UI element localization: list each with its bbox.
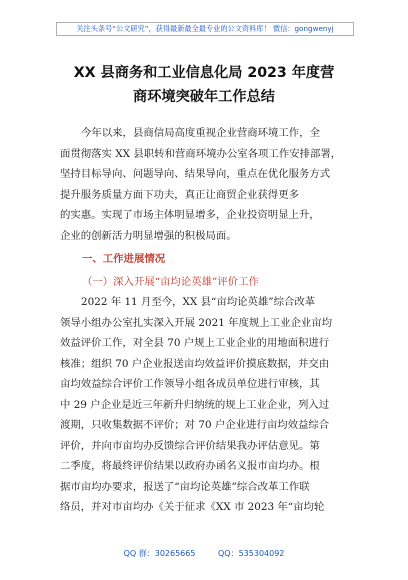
text-line: 中 29 户企业是近三年新升归纳统的规上工业企业，列入过 [60,398,330,411]
text-line: 渡期，只收集数据不评价；对 70 户企业进行亩均效益综合 [60,419,330,431]
header-banner: 关注头条号“公文研究”，获得最新最全最专业的公文资料库！ 微信：gongwenyj [56,22,354,36]
text-line: 效益评价工作，对全县 70 户规上工业企业的用地面积进行 [60,337,330,349]
text-line: 核准；组织 70 户企业报送亩均效益评价摸底数据，并交由 [60,357,330,370]
body-paragraph [60,292,360,518]
text-line: 今年以来，县商信局高度重视企业营商环境工作，全 [81,127,320,139]
footer-contact [0,548,408,559]
subsection-heading: （一）深入开展“亩均论英雄”评价工作 [82,276,259,288]
text-line: 企业的创新活力明显增强的积极局面。 [60,229,237,242]
document-title-line-2: 商环境突破年工作总结 [133,89,275,105]
text-line: 亩均效益综合评价工作领导小组各成员单位进行审核，其 [60,378,320,390]
text-line: 2022 年 11 月至今，XX 县“亩均论英雄”综合改革 [81,296,316,308]
text-line: 坚持目标导向、问题导向、结果导向，重点在优化服务方式 [60,168,331,180]
document-title-line-1: XX 县商务和工业信息化局 2023 年度营 [73,65,335,81]
text-line: 二季度，将最终评价结果以政府办函名义报市亩均办。根 [60,460,320,472]
text-line: 据市亩均办要求，报送了“亩均论英雄”综合改革工作联 [60,480,310,493]
text-line: 面贯彻落实 XX 县职转和营商环境办公室各项工作安排部署， [60,147,342,160]
intro-paragraph [60,123,360,246]
section-heading: 一、工作进展情况 [82,253,166,265]
qq-group-label: QQ 群：30265665 [123,549,196,558]
text-line: 评价，并向市亩均办反馈综合评价结果我办评估意见。第 [60,439,320,452]
text-line: 的实惠。实现了市场主体明显增多，企业投资明显上升， [60,209,320,221]
qq-label: QQ：535304092 [218,549,285,558]
text-line: 领导小组办公室扎实深入开展 2021 年度规上工业企业亩均 [60,316,333,329]
text-line: 络员，并对市亩均办《关于征求《XX 市 2023 年“亩均轮 [60,501,325,513]
text-line: 提升服务质量方面下功夫，真正让商贸企业获得更多 [60,188,299,201]
